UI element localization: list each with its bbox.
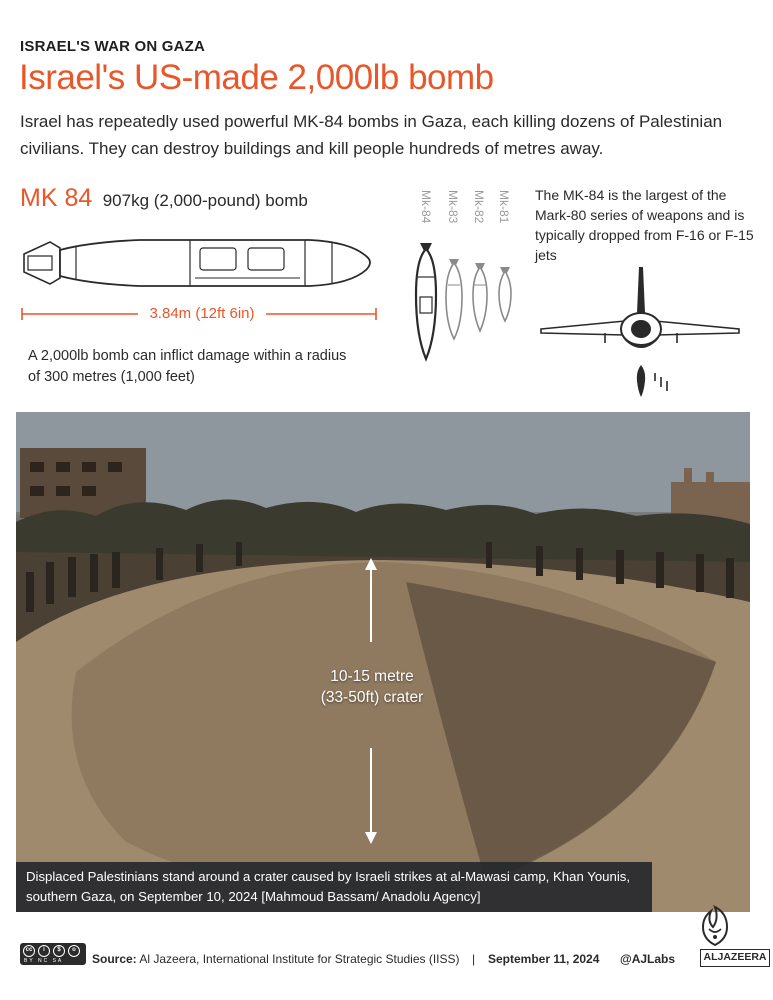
nc-icon: $ <box>53 945 65 957</box>
falling-bomb <box>637 365 645 397</box>
page-title: Israel's US-made 2,000lb bomb <box>19 58 494 97</box>
aljazeera-logo-icon <box>697 905 733 947</box>
cc-license-badge[interactable] <box>20 943 86 965</box>
series-note: The MK-84 is the largest of the Mark-80 series of weapons and is typically dropped from F-16 or F-15 jets <box>535 187 754 263</box>
photo-caption: Displaced Palestinians stand around a crater caused by Israeli strikes at al-Mawasi camp, Khan Younis, southern Gaza, on September 10, 2024 [Mahmoud Bassam/ Anadolu Agency] <box>16 862 652 912</box>
social-handle[interactable]: @AJLabs <box>620 952 676 966</box>
footer-separator: | <box>472 952 476 966</box>
by-icon: i <box>38 945 50 957</box>
source-line <box>92 952 460 966</box>
footer <box>20 943 767 971</box>
intro-text: Israel has repeatedly used powerful MK-84 bombs in Gaza, each killing dozens of Palestinian civilians. They can destroy buildings and kill people hundreds of metres away. <box>20 112 723 158</box>
publish-date: September 11, 2024 <box>488 952 600 966</box>
fighter-jet-illustration <box>535 263 745 403</box>
bomb-tail-fin <box>24 242 60 284</box>
source-text: Al Jazeera, International Institute for Strategic Studies (IISS) <box>139 952 460 966</box>
license-text: BY NC SA <box>24 958 64 964</box>
mk82-silhouette <box>473 263 487 331</box>
series-label-mk83: Mk-83 <box>446 190 460 224</box>
bomb-body <box>60 240 370 286</box>
bomb-name: MK 84 <box>20 184 93 212</box>
source-label: Source: <box>92 952 137 966</box>
bomb-length-label: 3.84m (12ft 6in) <box>138 305 266 322</box>
mk84-silhouette <box>416 243 436 359</box>
cc-icon: cc <box>23 945 35 957</box>
kicker: ISRAEL'S WAR ON GAZA <box>20 38 206 55</box>
crater-size-label: 10-15 metre (33-50ft) crater <box>320 668 424 706</box>
sa-icon: o <box>68 945 80 957</box>
series-label-mk84: Mk-84 <box>419 190 433 224</box>
crater-photo <box>16 412 750 912</box>
bomb-weight: 907kg (2,000-pound) bomb <box>102 191 308 210</box>
series-label-mk81: Mk-81 <box>497 190 511 224</box>
mk81-silhouette <box>499 267 511 321</box>
bomb-title <box>20 184 308 213</box>
mk83-silhouette <box>446 259 462 339</box>
brand-wordmark: ALJAZEERA <box>700 949 770 967</box>
radius-note: A 2,000lb bomb can inflict damage within a radius of 300 metres (1,000 feet) <box>28 348 347 385</box>
series-label-mk82: Mk-82 <box>472 190 486 224</box>
